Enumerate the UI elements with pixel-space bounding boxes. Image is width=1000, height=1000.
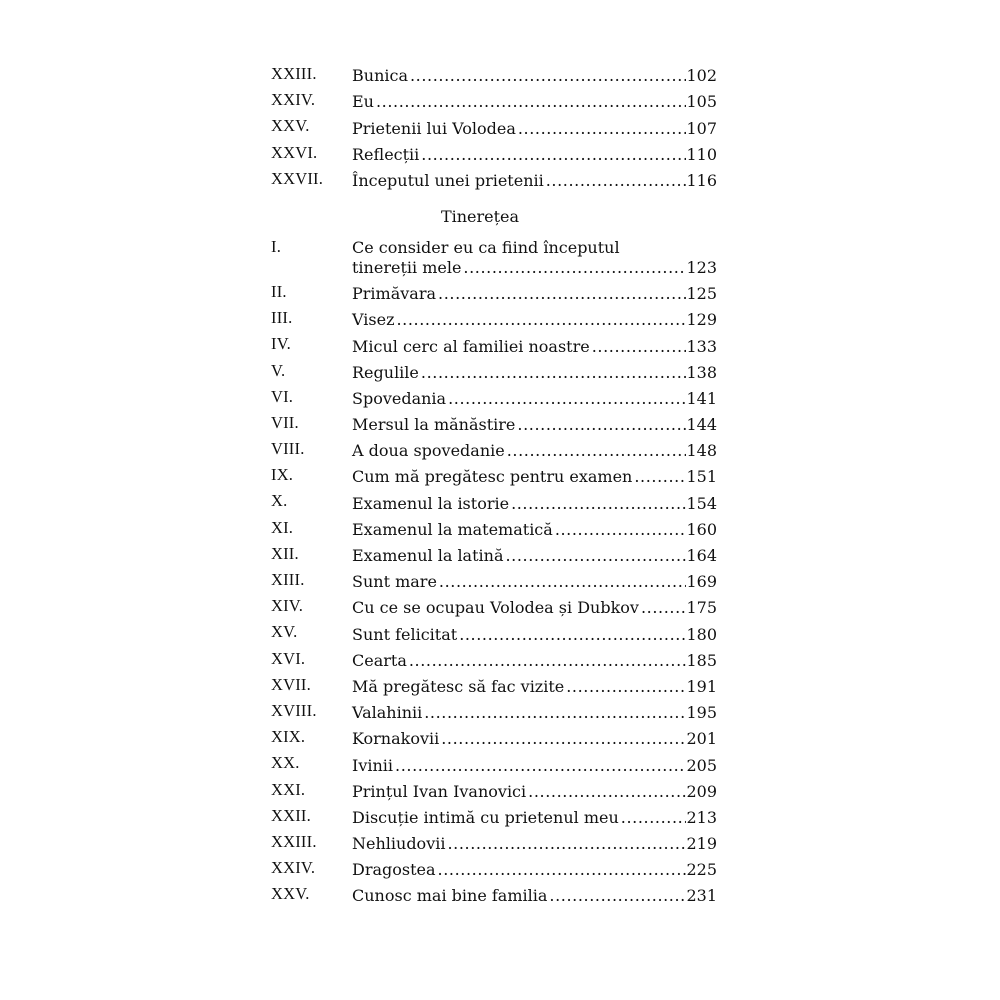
toc-row (271, 233, 717, 278)
toc-entry (352, 494, 717, 514)
page-number: 116 (686, 170, 717, 190)
toc-entry (352, 92, 717, 112)
chapter-title: Cum mă pregătesc pentru examen (352, 467, 633, 487)
page-number: 107 (686, 118, 717, 138)
chapter-title: Începutul unei prietenii (352, 170, 544, 190)
table-of-contents (271, 60, 717, 906)
chapter-title: Micul cerc al familiei noastre (352, 336, 590, 356)
dot-leader (407, 651, 687, 671)
chapter-number: XXIII. (271, 64, 317, 83)
page-number: 123 (686, 257, 717, 277)
page-number: 205 (686, 755, 717, 775)
toc-row (271, 749, 717, 775)
toc-row (271, 435, 717, 461)
page-number: 213 (686, 807, 717, 827)
chapter-number: XX. (271, 753, 300, 773)
chapter-number: XXIV. (271, 858, 316, 878)
toc-row (271, 776, 717, 802)
dot-leader (419, 363, 687, 383)
chapter-number: XXI. (271, 779, 306, 799)
chapter-title: Examenul la matematică (352, 519, 553, 539)
chapter-title: Visez (352, 310, 395, 330)
dot-leader (419, 145, 686, 165)
dot-leader (505, 441, 687, 461)
page-number: 191 (686, 676, 717, 696)
toc-row (271, 540, 717, 566)
dot-leader (437, 572, 687, 592)
chapter-title: Ivinii (352, 755, 394, 775)
dot-leader (526, 782, 686, 802)
toc-row (271, 514, 717, 540)
toc-entry (352, 625, 717, 645)
chapter-number: XXII. (271, 805, 311, 825)
toc-row (271, 461, 717, 487)
toc-entry (352, 598, 717, 618)
chapter-title: Sunt felicitat (352, 624, 458, 644)
dot-leader (509, 494, 686, 514)
chapter-number: XV. (271, 622, 298, 642)
dot-leader (516, 119, 687, 139)
toc-row (271, 278, 717, 304)
chapter-number: XXIV. (271, 90, 316, 110)
chapter-number: XVI. (271, 648, 306, 668)
toc-list-top (271, 60, 717, 191)
toc-entry (352, 441, 717, 461)
toc-entry (352, 729, 717, 749)
chapter-title: Regulile (352, 362, 419, 382)
toc-row (271, 330, 717, 356)
toc-row (271, 880, 717, 906)
chapter-title: Mă pregătesc să fac vizite (352, 676, 565, 696)
toc-row (271, 618, 717, 644)
page-number: 151 (686, 467, 717, 487)
page-number: 160 (686, 519, 717, 539)
dot-leader (619, 808, 687, 828)
page-number: 185 (686, 650, 717, 670)
chapter-title: Cu ce se ocupau Volodea și Dubkov (352, 598, 639, 618)
chapter-title: Valahinii (352, 703, 423, 723)
dot-leader (436, 860, 687, 880)
toc-entry (352, 389, 717, 409)
page-number: 180 (686, 624, 717, 644)
chapter-title: Prințul Ivan Ivanovici (352, 781, 527, 801)
chapter-number: IV. (271, 334, 292, 354)
dot-leader (632, 467, 686, 487)
chapter-number: III. (271, 308, 293, 328)
page-number: 138 (686, 362, 717, 382)
toc-entry (352, 363, 717, 383)
chapter-number: XIII. (271, 570, 305, 589)
dot-leader (515, 415, 686, 435)
dot-leader (393, 756, 686, 776)
chapter-number: X. (271, 491, 288, 511)
chapter-title: Discuție intimă cu prietenul meu (352, 807, 619, 827)
toc-row (271, 487, 717, 513)
chapter-title: Dragostea (352, 860, 436, 880)
chapter-number: V. (271, 360, 286, 380)
page-number: 219 (686, 834, 717, 854)
toc-entry (352, 546, 717, 566)
toc-row (271, 723, 717, 749)
toc-entry (352, 834, 717, 854)
toc-entry (352, 66, 717, 86)
chapter-number: XVIII. (271, 700, 317, 720)
toc-row (271, 697, 717, 723)
chapter-number: VII. (271, 412, 299, 432)
chapter-title: Prietenii lui Volodea (352, 118, 516, 138)
page-number: 133 (686, 336, 717, 356)
chapter-title: Examenul la latină (352, 546, 504, 565)
chapter-title: Nehliudovii (352, 834, 446, 854)
chapter-number: XIV. (271, 596, 304, 616)
toc-entry (352, 171, 717, 191)
toc-row (271, 139, 717, 165)
toc-entry (352, 886, 717, 906)
page-number: 175 (686, 598, 717, 618)
chapter-title-line-1: Ce consider eu ca fiind începutul (352, 237, 620, 257)
toc-row (271, 86, 717, 112)
chapter-title: Reflecții (352, 144, 420, 164)
page-number: 195 (686, 703, 717, 723)
chapter-number: II. (271, 281, 287, 301)
chapter-title: tinereții mele (352, 257, 462, 277)
toc-row (271, 409, 717, 435)
page-number: 144 (686, 415, 717, 435)
page-number: 148 (686, 441, 717, 461)
chapter-number: XXVII. (271, 168, 324, 188)
toc-row (271, 357, 717, 383)
page-number: 164 (686, 546, 717, 565)
page-number: 110 (686, 144, 717, 164)
dot-leader (553, 520, 687, 540)
page-number: 169 (686, 572, 717, 592)
chapter-title: Examenul la istorie (352, 493, 510, 513)
toc-row (271, 566, 717, 592)
chapter-number: XII. (271, 543, 299, 563)
chapter-title: Sunt mare (352, 572, 437, 592)
chapter-number: XXV. (271, 884, 310, 904)
toc-row (271, 671, 717, 697)
dot-leader (590, 337, 687, 357)
chapter-number: XIX. (271, 727, 306, 747)
page-number: 154 (686, 493, 717, 513)
toc-entry (352, 415, 717, 435)
toc-entry (352, 808, 717, 828)
toc-row (271, 60, 717, 86)
page-number: 209 (686, 781, 717, 801)
page-number: 105 (686, 92, 717, 112)
chapter-title: Cunosc mai bine familia (352, 886, 548, 906)
chapter-title: A doua spovedanie (352, 441, 505, 461)
dot-leader (564, 677, 686, 697)
chapter-number: IX. (271, 465, 294, 485)
toc-entry (352, 119, 717, 139)
toc-entry (352, 782, 717, 802)
page-number: 201 (686, 729, 717, 749)
section-heading: Tinerețea (440, 206, 520, 226)
chapter-title: Eu (352, 92, 374, 112)
dot-leader (547, 886, 686, 906)
chapter-number: XXIII. (271, 831, 317, 851)
toc-row (271, 592, 717, 618)
toc-row (271, 802, 717, 828)
chapter-number: VIII. (271, 439, 305, 459)
toc-entry (352, 677, 717, 697)
toc-entry (352, 337, 717, 357)
chapter-title: Primăvara (352, 284, 437, 304)
toc-list-bottom (271, 278, 717, 907)
dot-leader (461, 258, 686, 278)
toc-entry (352, 703, 717, 723)
toc-entry (352, 467, 717, 487)
toc-row (271, 304, 717, 330)
chapter-title: Mersul la mănăstire (352, 415, 516, 435)
chapter-number: XI. (271, 517, 294, 537)
page-number: 225 (686, 860, 717, 880)
toc-row (271, 383, 717, 409)
toc-row (271, 854, 717, 880)
toc-entry (352, 520, 717, 540)
chapter-number: I. (271, 236, 282, 256)
page-number: 125 (686, 284, 717, 304)
chapter-title: Bunica (352, 66, 408, 86)
toc-row (271, 645, 717, 671)
toc-entry (352, 284, 717, 304)
chapter-number: XXV. (271, 116, 310, 136)
chapter-title: Cearta (352, 650, 407, 670)
dot-leader (395, 310, 687, 330)
dot-leader (639, 598, 687, 618)
toc-row (271, 112, 717, 138)
dot-leader (445, 834, 686, 854)
chapter-number: XXVI. (271, 142, 318, 162)
toc-entry (352, 238, 717, 278)
chapter-title: Spovedania (352, 388, 447, 408)
dot-leader (422, 703, 686, 723)
toc-entry (352, 572, 717, 592)
chapter-title: Kornakovii (352, 729, 440, 749)
dot-leader (408, 66, 686, 86)
toc-entry (352, 756, 717, 776)
toc-entry (352, 860, 717, 880)
dot-leader (439, 729, 686, 749)
dot-leader (374, 92, 686, 112)
toc-entry (352, 310, 717, 330)
toc-entry (352, 145, 717, 165)
page-number: 102 (686, 66, 717, 86)
chapter-number: VI. (271, 386, 294, 406)
dot-leader (544, 171, 687, 191)
dot-leader (436, 284, 686, 304)
toc-row (271, 828, 717, 854)
toc-row (271, 165, 717, 191)
dot-leader (457, 625, 686, 645)
dot-leader (503, 546, 686, 566)
page-number: 141 (686, 388, 717, 408)
dot-leader (446, 389, 686, 409)
toc-entry (352, 651, 717, 671)
page-number: 231 (686, 886, 717, 906)
chapter-number: XVII. (271, 674, 311, 694)
page-number: 129 (686, 310, 717, 330)
